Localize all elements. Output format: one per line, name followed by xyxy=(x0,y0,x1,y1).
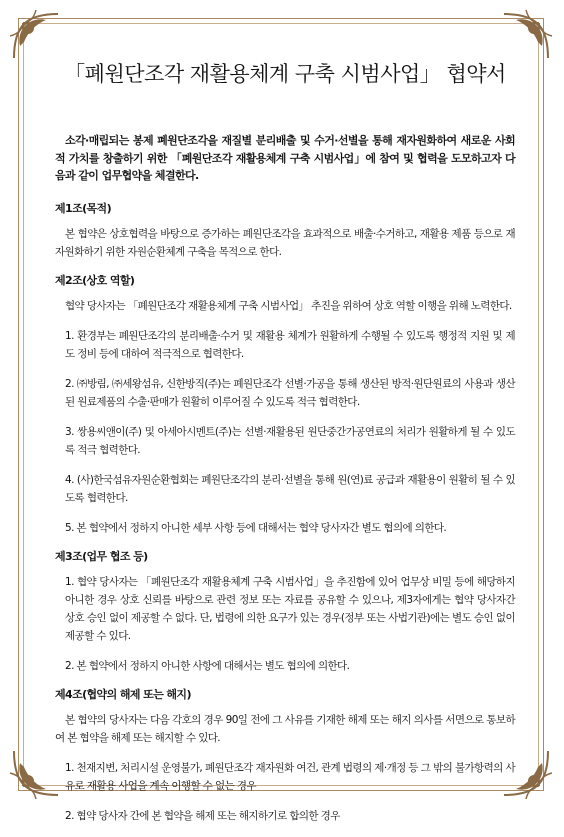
corner-ornament-icon xyxy=(6,6,66,66)
document-body xyxy=(55,58,515,837)
article-heading: 제4조(협약의 해제 또는 해지) xyxy=(55,687,191,701)
article-item: 3. 쌍용씨앤이(주) 및 아세아시멘트(주)는 선별·재활용된 원단중간가공연료의 처리가 원활하게 될 수 있도록 적극 협력한다. xyxy=(65,425,515,456)
article-item: 1. 협약 당사자는 「폐원단조각 재활용체계 구축 시범사업」을 추진함에 있어 업무상 비밀 등에 해당하지 아니한 경우 상호 신뢰를 바탕으로 관련 정보 또는 자료를 공유할 수 있으나, 제3자에게는 협약 당사자간 상호 승인 없이 제공할 수 없다. 단, 법령에 의한 요구가 있는 경우(정부 또는 사법기관)에는 별도 승인 없이 제공할 수 있다. xyxy=(65,575,515,642)
article-item: 2. 본 협약에서 정하지 아니한 사항에 대해서는 별도 협의에 의한다. xyxy=(65,659,350,672)
article-item: 2. ㈜방림, ㈜세왕섬유, 신한방직(주)는 폐원단조각 선별·가공을 통해 생산된 방적·원단원료의 사용과 생산된 원료제품의 수출·판매가 원활히 이루어질 수 있도록 적극 협력한다. xyxy=(65,377,515,408)
article-3 xyxy=(55,549,515,675)
article-item: 5. 본 협약에서 정하지 아니한 세부 사항 등에 대해서는 협약 당사자간 별도 협의에 의한다. xyxy=(65,521,447,534)
article-paragraph: 협약 당사자는 「폐원단조각 재활용체계 구축 시범사업」 추진을 위하여 상호 역할 이행을 위해 노력한다. xyxy=(65,299,512,312)
article-heading: 제3조(업무 협조 등) xyxy=(55,549,148,563)
article-1 xyxy=(55,201,515,261)
article-item: 2. 협약 당사자 간에 본 협약을 해제 또는 해지하기로 합의한 경우 xyxy=(65,809,340,822)
article-item: 1. 천재지변, 처리시설 운영불가, 폐원단조각 재자원화 여건, 관계 법령의 제·개정 등 그 밖의 불가항력의 사유로 재활용 사업을 계속 이행할 수 없는 경우 xyxy=(65,761,515,792)
document-title: 「폐원단조각 재활용체계 구축 시범사업」 협약서 xyxy=(64,62,506,86)
article-paragraph: 본 협약의 당사자는 다음 각호의 경우 90일 전에 그 사유를 기재한 해제 또는 해지 의사를 서면으로 통보하여 본 협약을 해제 또는 해지할 수 있다. xyxy=(55,713,515,744)
intro-paragraph: 소각·매립되는 봉제 폐원단조각을 재질별 분리배출 및 수거·선별을 통해 재자원화하여 새로운 사회적 가치를 창출하기 위한 「폐원단조각 재활용체계 구축 시범사업」에 참여 및 협력을 도모하고자 다음과 같이 업무협약을 체결한다. xyxy=(55,134,515,182)
article-paragraph: 본 협약은 상호협력을 바탕으로 증가하는 폐원단조각을 효과적으로 배출·수거하고, 재활용 제품 등으로 재자원화하기 위한 자원순환체계 구축을 목적으로 한다. xyxy=(55,227,515,258)
corner-ornament-icon xyxy=(496,6,556,66)
article-item: 4. (사)한국섬유자원순환협회는 폐원단조각의 분리·선별을 통해 원(연)료 공급과 재활용이 원활히 될 수 있도록 협력한다. xyxy=(65,473,515,504)
article-2 xyxy=(55,273,515,537)
article-item: 1. 환경부는 폐원단조각의 분리배출·수거 및 재활용 체계가 원활하게 수행될 수 있도록 행정적 지원 및 제도 정비 등에 대하여 적극적으로 협력한다. xyxy=(65,329,515,360)
article-heading: 제2조(상호 역할) xyxy=(55,273,135,287)
article-4 xyxy=(55,687,515,825)
article-heading: 제1조(목적) xyxy=(55,201,112,215)
